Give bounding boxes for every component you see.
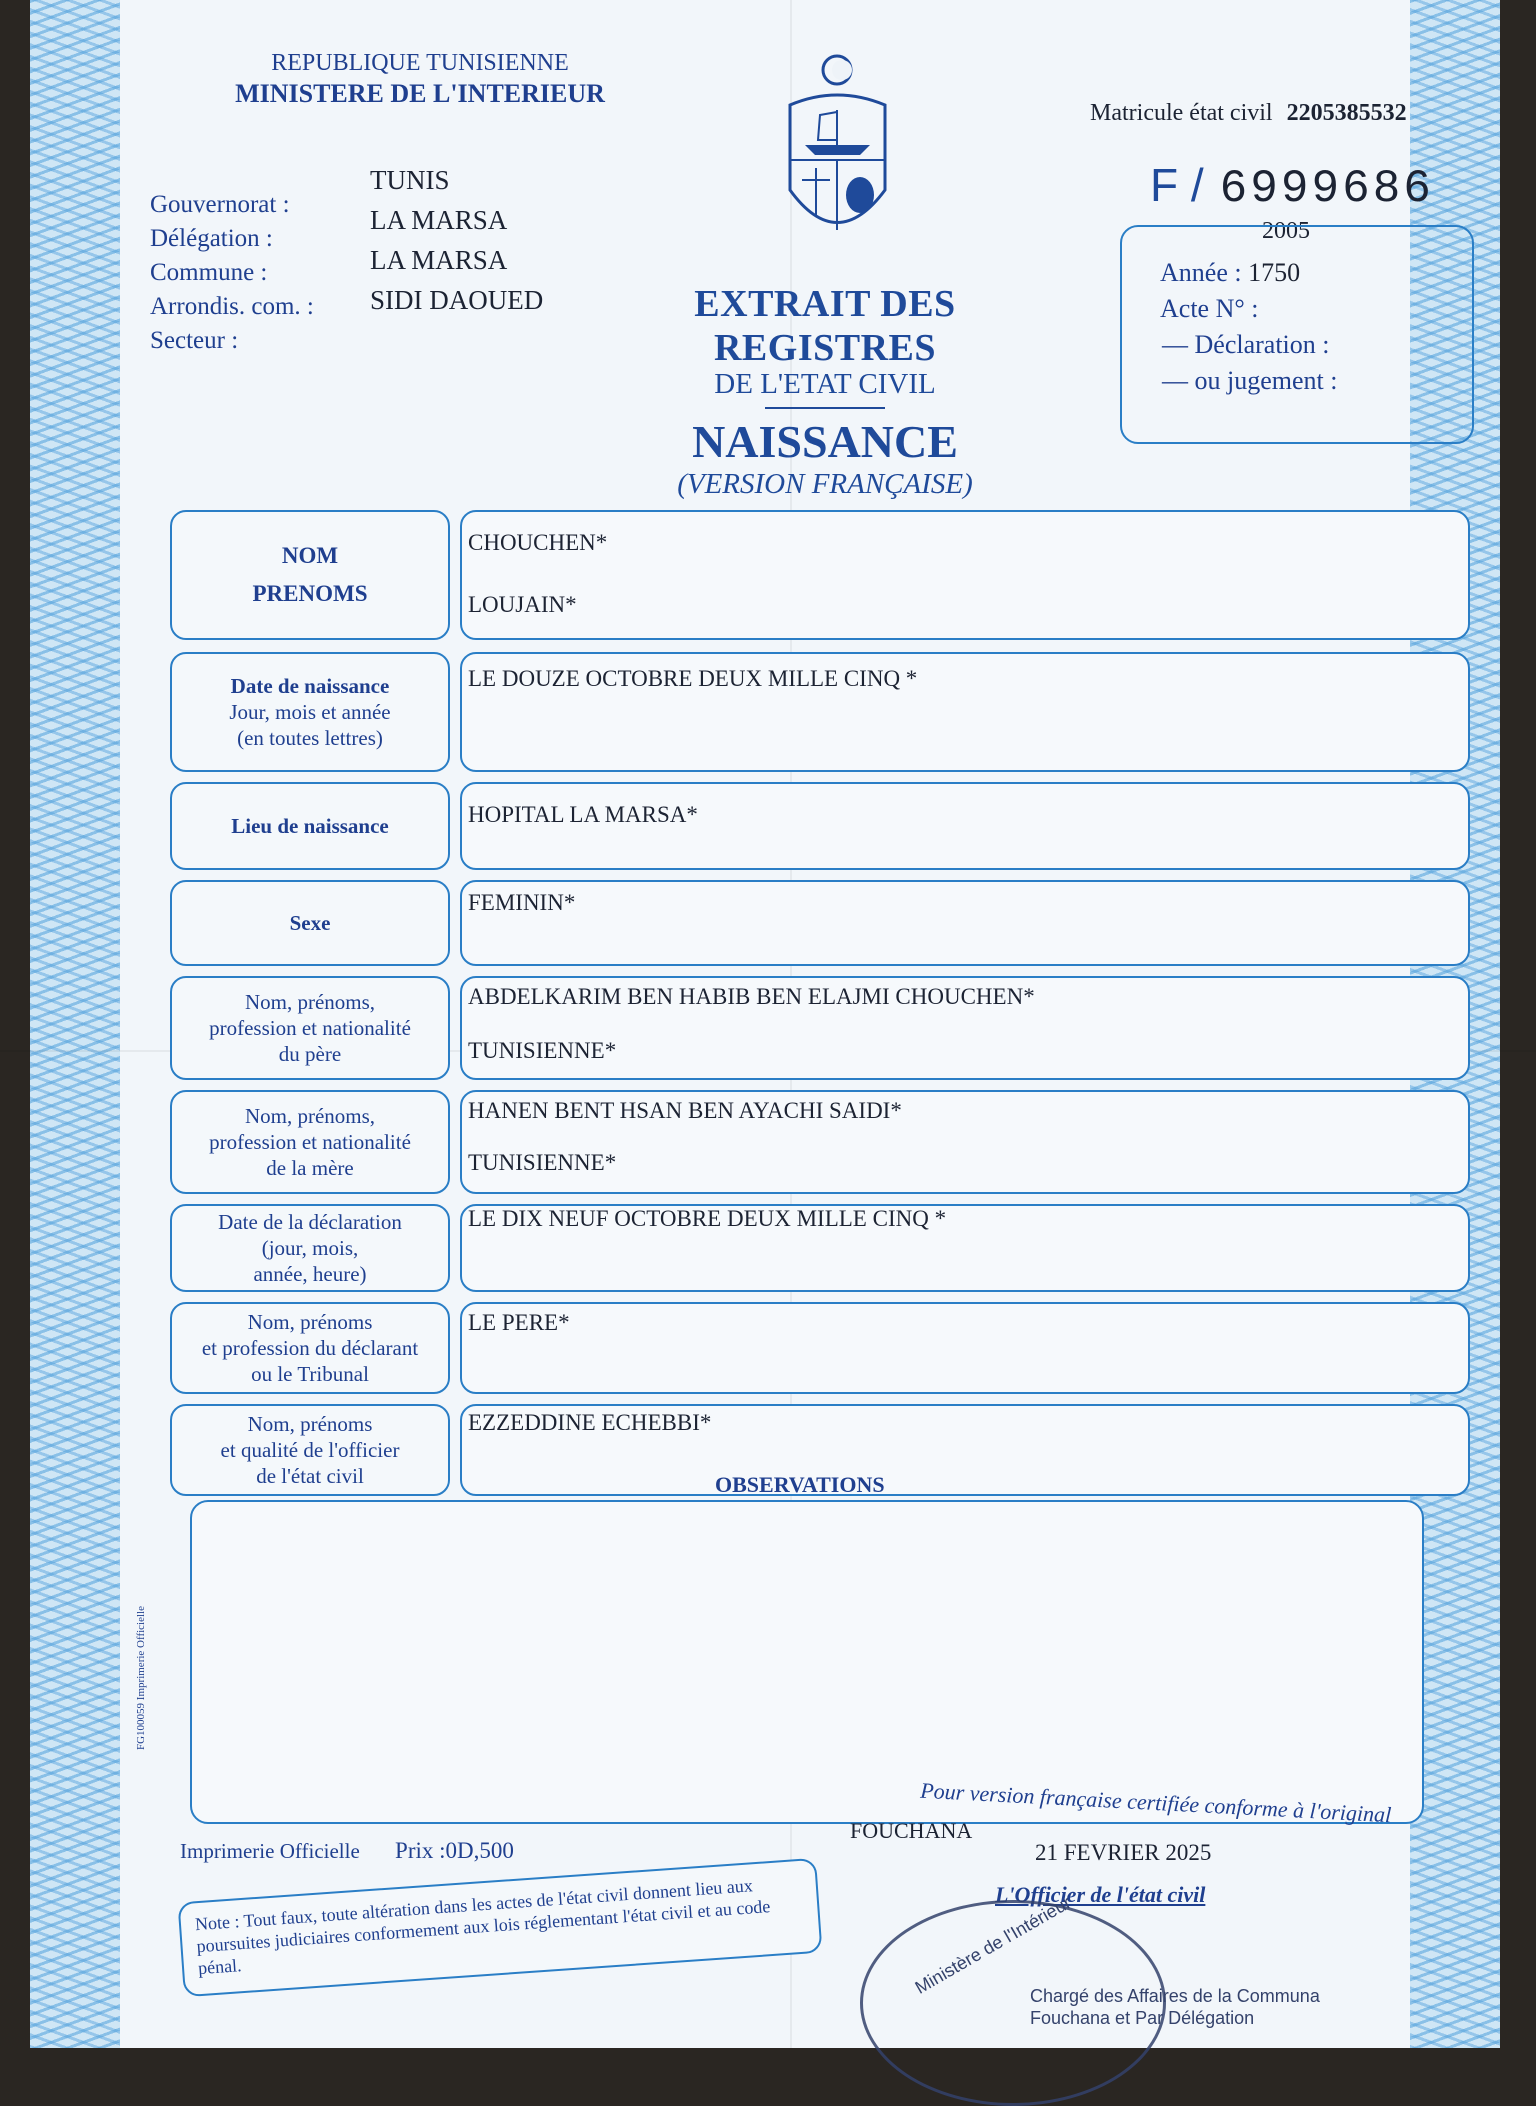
value-nom-prenoms [460,510,1470,640]
decorative-border-left [30,0,120,2048]
officer-signature-label: L'Officier de l'état civil [995,1882,1206,1907]
document-title-block [580,282,1070,501]
label-nom-prenoms: NOM PRENOMS [170,510,450,640]
registry-year: 2005 [1262,218,1310,244]
label-secteur: Secteur : [150,327,239,354]
matricule-value: 2205385532 [1286,100,1407,126]
coat-of-arms-icon [780,50,895,260]
value-gouvernorat: TUNIS [370,165,450,195]
ministry-name: MINISTERE DE L'INTERIEUR [235,79,605,108]
value-pere [460,976,1470,1080]
title-etat-civil: DE L'ETAT CIVIL [714,368,936,400]
legal-note-box: Note : Tout faux, toute altération dans les actes de l'état civil donnent lieu aux poursuites judiciaires conformement aux lois réglementant l'état civil et au code pénal. [177,1858,822,1997]
value-officier-text: EZZEDDINE ECHEBBI* [468,1410,712,1435]
serial-number [1150,158,1434,215]
admin-values [370,160,543,320]
label-date-naissance: Date de naissance Jour, mois et année (en toutes lettres) [170,652,450,772]
annee-value: 1750 [1248,258,1301,287]
printer-side-mark: FG100059 Imprimerie Officielle [135,1606,147,1750]
title-separator [765,407,885,409]
value-arrondissement: SIDI DAOUED [370,285,544,315]
value-declarant-text: LE PERE* [468,1310,570,1335]
title-version: (VERSION FRANÇAISE) [677,468,973,500]
value-officier [460,1404,1470,1496]
value-mere-nationalite: TUNISIENNE* [468,1150,617,1175]
value-commune: LA MARSA [370,245,508,275]
row-lieu-naissance [170,782,1470,870]
value-lieu-naissance [460,782,1470,870]
value-delegation: LA MARSA [370,205,508,235]
certification-text: Pour version française certifiée conforme à l'original [919,1777,1392,1828]
value-nom: CHOUCHEN* [468,530,608,555]
stamp-arc-text: Ministère de l'Intérieur [911,1892,1075,1998]
row-mere [170,1090,1470,1194]
issue-date: 21 FEVRIER 2025 [1035,1840,1212,1865]
value-sexe-text: FEMININ* [468,890,576,915]
label-lieu-naissance: Lieu de naissance [170,782,450,870]
row-date-declaration [170,1204,1470,1292]
observations-box [190,1500,1424,1824]
value-date-naissance-text: LE DOUZE OCTOBRE DEUX MILLE CINQ * [468,666,918,691]
annee-label: Année : [1160,258,1242,287]
title-naissance: NAISSANCE [692,416,958,467]
value-lieu-naissance-text: HOPITAL LA MARSA* [468,802,698,827]
declaration-label: — Déclaration : [1162,330,1330,359]
label-mere: Nom, prénoms, profession et nationalité de la mère [170,1090,450,1194]
stamp-text-block [1030,1985,1320,2029]
imprimerie-label: Imprimerie Officielle [180,1839,360,1863]
label-pere: Nom, prénoms, profession et nationalité du père [170,976,450,1080]
matricule-label: Matricule état civil [1090,100,1273,126]
label-commune: Commune : [150,259,268,286]
row-date-naissance [170,652,1470,772]
value-declarant [460,1302,1470,1394]
stamp-line-2: Fouchana et Par Délégation [1030,2008,1255,2028]
row-pere [170,976,1470,1080]
stamp-line-1: Chargé des Affaires de la Communa [1030,1986,1320,2006]
value-sexe [460,880,1470,966]
observations-title: OBSERVATIONS [715,1472,885,1497]
label-delegation: Délégation : [150,225,273,252]
prix-label: Prix :0D,500 [395,1838,514,1863]
value-date-naissance [460,652,1470,772]
value-pere-nationalite: TUNISIENNE* [468,1038,617,1063]
row-sexe [170,880,1470,966]
issue-place: FOUCHANA [850,1818,973,1843]
admin-labels [150,188,314,358]
matricule [1090,100,1407,127]
label-arrondissement: Arrondis. com. : [150,293,314,320]
label-date-declaration: Date de la déclaration (jour, mois, année, heure) [170,1204,450,1292]
label-gouvernorat: Gouvernorat : [150,191,290,218]
serial-prefix: F / [1150,159,1204,211]
acte-label: Acte N° : [1160,294,1259,323]
value-mere [460,1090,1470,1194]
value-date-declaration-text: LE DIX NEUF OCTOBRE DEUX MILLE CINQ * [468,1206,947,1231]
act-info-labels [1160,255,1337,399]
serial-value: 6999686 [1219,163,1434,215]
value-pere-nom: ABDELKARIM BEN HABIB BEN ELAJMI CHOUCHEN* [468,984,1035,1009]
title-extrait: EXTRAIT DES REGISTRES [694,283,956,369]
imprimerie-line [180,1838,514,1864]
value-prenoms: LOUJAIN* [468,592,577,617]
value-date-declaration [460,1204,1470,1292]
row-declarant [170,1302,1470,1394]
row-nom-prenoms [170,510,1470,642]
issuer-header [230,50,610,109]
republic-name: REPUBLIQUE TUNISIENNE [271,50,569,76]
label-sexe: Sexe [170,880,450,966]
label-declarant: Nom, prénoms et profession du déclarant ou le Tribunal [170,1302,450,1394]
value-mere-nom: HANEN BENT HSAN BEN AYACHI SAIDI* [468,1098,902,1123]
label-officier: Nom, prénoms et qualité de l'officier de l'état civil [170,1404,450,1496]
act-info-box [1120,225,1474,444]
jugement-label: — ou jugement : [1162,366,1338,395]
